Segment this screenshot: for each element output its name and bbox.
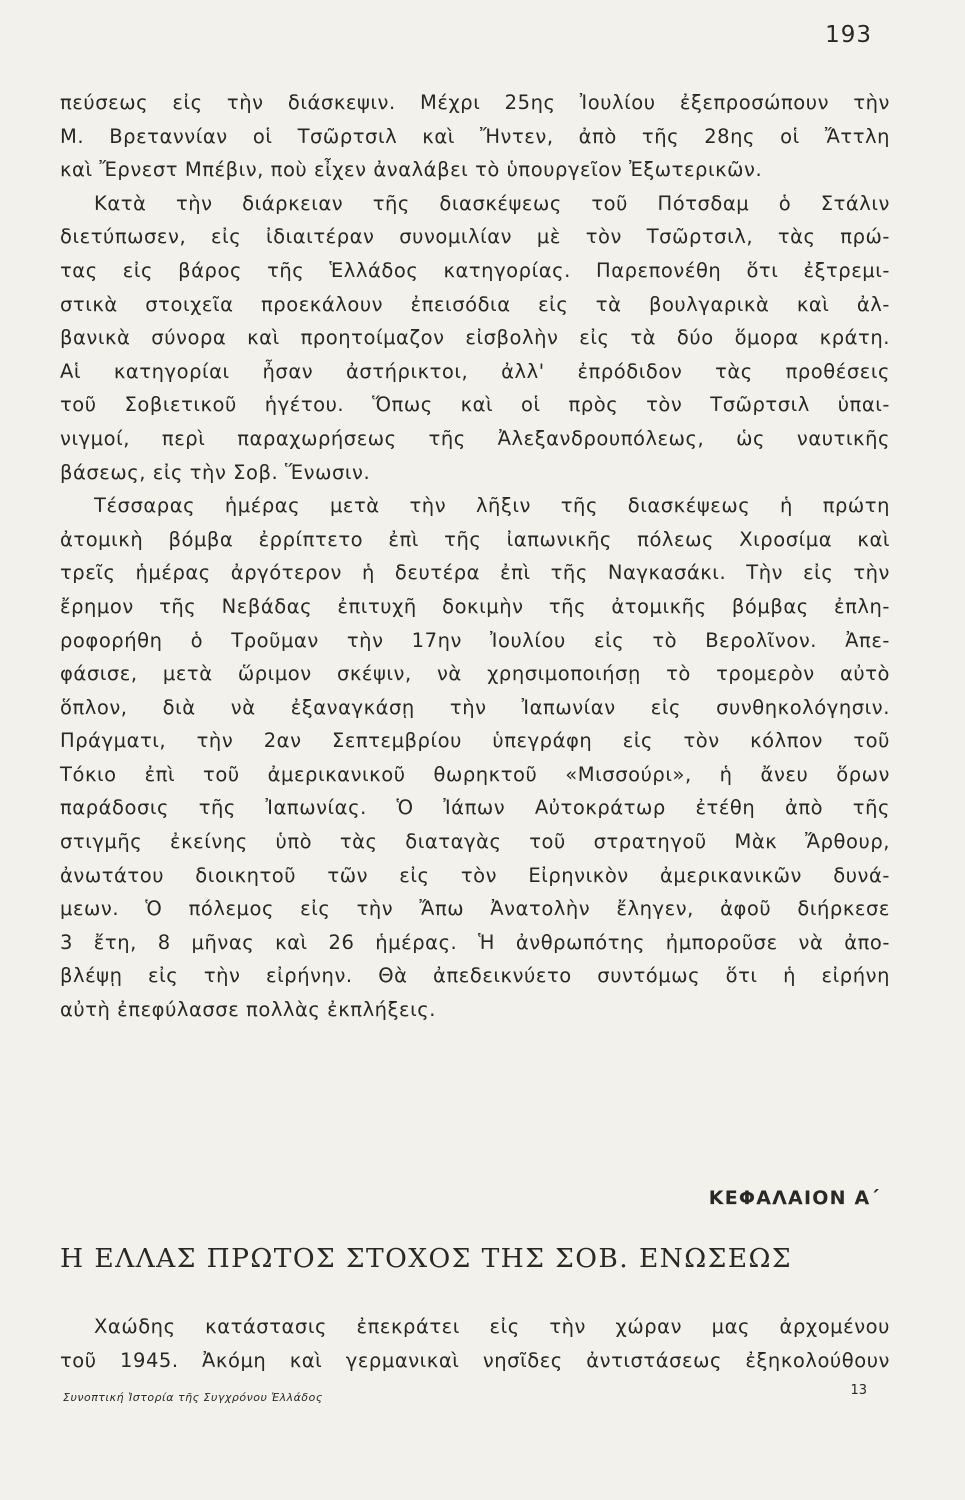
text-line: Χαώδης κατάστασις ἐπεκράτει εἰς τὴν χώραν μας ἀρχομένου [94,1315,890,1338]
text-line: πεύσεως εἰς τὴν διάσκεψιν. Μέχρι 25ης Ἰουλίου ἐξεπροσώπουν τὴν [60,91,890,114]
text-line: Αἱ κατηγορίαι ἦσαν ἀστήρικτοι, ἀλλ' ἐπρόδιδον τὰς προθέσεις [60,359,890,383]
text-line: Πράγματι, τὴν 2αν Σεπτεμβρίου ὑπεγράφη εἰς τὸν κόλπον τοῦ [60,729,890,753]
text-line: ὅπλον, διὰ νὰ ἐξαναγκάσῃ τὴν Ἰαπωνίαν εἰς συνθηκολόγησιν. [60,695,890,719]
text-line: βάσεως, εἰς τὴν Σοβ. Ἕνωσιν. [60,460,371,484]
text-line: Μ. Βρεταννίαν οἱ Τσῶρτσιλ καὶ Ἤντεν, ἀπὸ τῆς 28ης οἱ Ἄττλη [60,124,890,148]
footer-book-title: Συνοπτική Ἱστορία τῆς Συγχρόνου Ἑλλάδος [63,1391,323,1404]
text-line: ἔρημον τῆς Νεβάδας ἐπιτυχῆ δοκιμὴν τῆς ἀτομικῆς βόμβας ἐπλη- [60,594,890,618]
paragraph-2 [60,187,890,489]
text-line: Κατὰ τὴν διάρκειαν τῆς διασκέψεως τοῦ Πότσδαμ ὁ Στάλιν [94,191,890,215]
text-line: παράδοσις τῆς Ἰαπωνίας. Ὁ Ἰάπων Αὐτοκράτωρ ἐτέθη ἀπὸ τῆς [60,796,890,820]
text-line: φάσισε, μετὰ ὥριμον σκέψιν, νὰ χρησιμοποιήσῃ τὸ τρομερὸν αὐτὸ [60,662,890,686]
text-line: τρεῖς ἡμέρας ἀργότερον ἡ δευτέρα ἐπὶ τῆς Ναγκασάκι. Τὴν εἰς τὴν [60,561,890,585]
chapter-title: Η ΕΛΛΑΣ ΠΡΩΤΟΣ ΣΤΟΧΟΣ ΤΗΣ ΣΟΒ. ΕΝΩΣΕΩΣ [60,1243,793,1274]
text-line: ἀνωτάτου διοικητοῦ τῶν εἰς τὸν Εἰρηνικὸν ἀμερικανικῶν δυνά- [60,863,890,887]
text-line: νιγμοί, περὶ παραχωρήσεως τῆς Ἀλεξανδρουπόλεως, ὡς ναυτικῆς [60,426,890,450]
text-line: τοῦ Σοβιετικοῦ ἡγέτου. Ὅπως καὶ οἱ πρὸς τὸν Τσῶρτσιλ ὑπαι- [60,393,890,417]
text-line: καὶ Ἔρνεστ Μπέβιν, ποὺ εἶχεν ἀναλάβει τὸ ὑπουργεῖον Ἐξωτερικῶν. [60,158,763,182]
text-line: ροφορήθη ὁ Τροῦμαν τὴν 17ην Ἰουλίου εἰς τὸ Βερολῖνον. Ἀπε- [60,628,890,652]
text-line: τας εἰς βάρος τῆς Ἑλλάδος κατηγορίας. Παρεπονέθη ὅτι ἐξτρεμι- [60,258,890,282]
text-line: βανικὰ σύνορα καὶ προητοίμαζον εἰσβολὴν εἰς τὰ δύο ὅμορα κράτη. [60,326,890,350]
text-line: τοῦ 1945. Ἀκόμη καὶ γερμανικαὶ νησῖδες ἀντιστάσεως ἐξηκολούθουν [60,1348,890,1372]
text-line: 3 ἔτη, 8 μῆνας καὶ 26 ἡμέρας. Ἡ ἀνθρωπότης ἠμποροῦσε νὰ ἀπο- [60,930,890,954]
text-line: Τέσσαρας ἡμέρας μετὰ τὴν λῆξιν τῆς διασκέψεως ἡ πρώτη [94,494,890,518]
text-line: ἀτομικὴ βόμβα ἐρρίπτετο ἐπὶ τῆς ἰαπωνικῆς πόλεως Χιροσίμα καὶ [60,527,890,551]
text-line: διετύπωσεν, εἰς ἰδιαιτέραν συνομιλίαν μὲ τὸν Τσῶρτσιλ, τὰς πρώ- [60,225,890,249]
text-line: στιγμῆς ἐκείνης ὑπὸ τὰς διαταγὰς τοῦ στρατηγοῦ Μὰκ Ἄρθουρ, [60,830,890,854]
text-line: αὐτὴ ἐπεφύλασσε πολλὰς ἐκπλήξεις. [60,998,436,1022]
paragraph-1 [60,86,890,187]
chapter-label: ΚΕΦΑΛΑΙΟΝ Α΄ [708,1187,880,1209]
chapter-body [60,1310,890,1377]
text-line: στικὰ στοιχεῖα προεκάλουν ἐπεισόδια εἰς τὰ βουλγαρικὰ καὶ ἀλ- [60,292,890,316]
paragraph-3 [60,489,890,1027]
text-line: μεων. Ὁ πόλεμος εἰς τὴν Ἄπω Ἀνατολὴν ἔληγεν, ἀφοῦ διήρκεσε [60,897,890,921]
text-line: βλέψῃ εἰς τὴν εἰρήνην. Θὰ ἀπεδεικνύετο συντόμως ὅτι ἡ εἰρήνη [60,964,890,988]
footer-signature: 13 [850,1383,867,1398]
page-number: 193 [825,22,872,48]
text-line: Τόκιο ἐπὶ τοῦ ἀμερικανικοῦ θωρηκτοῦ «Μισσούρι», ἡ ἄνευ ὅρων [60,762,890,786]
body-text [60,86,890,1027]
